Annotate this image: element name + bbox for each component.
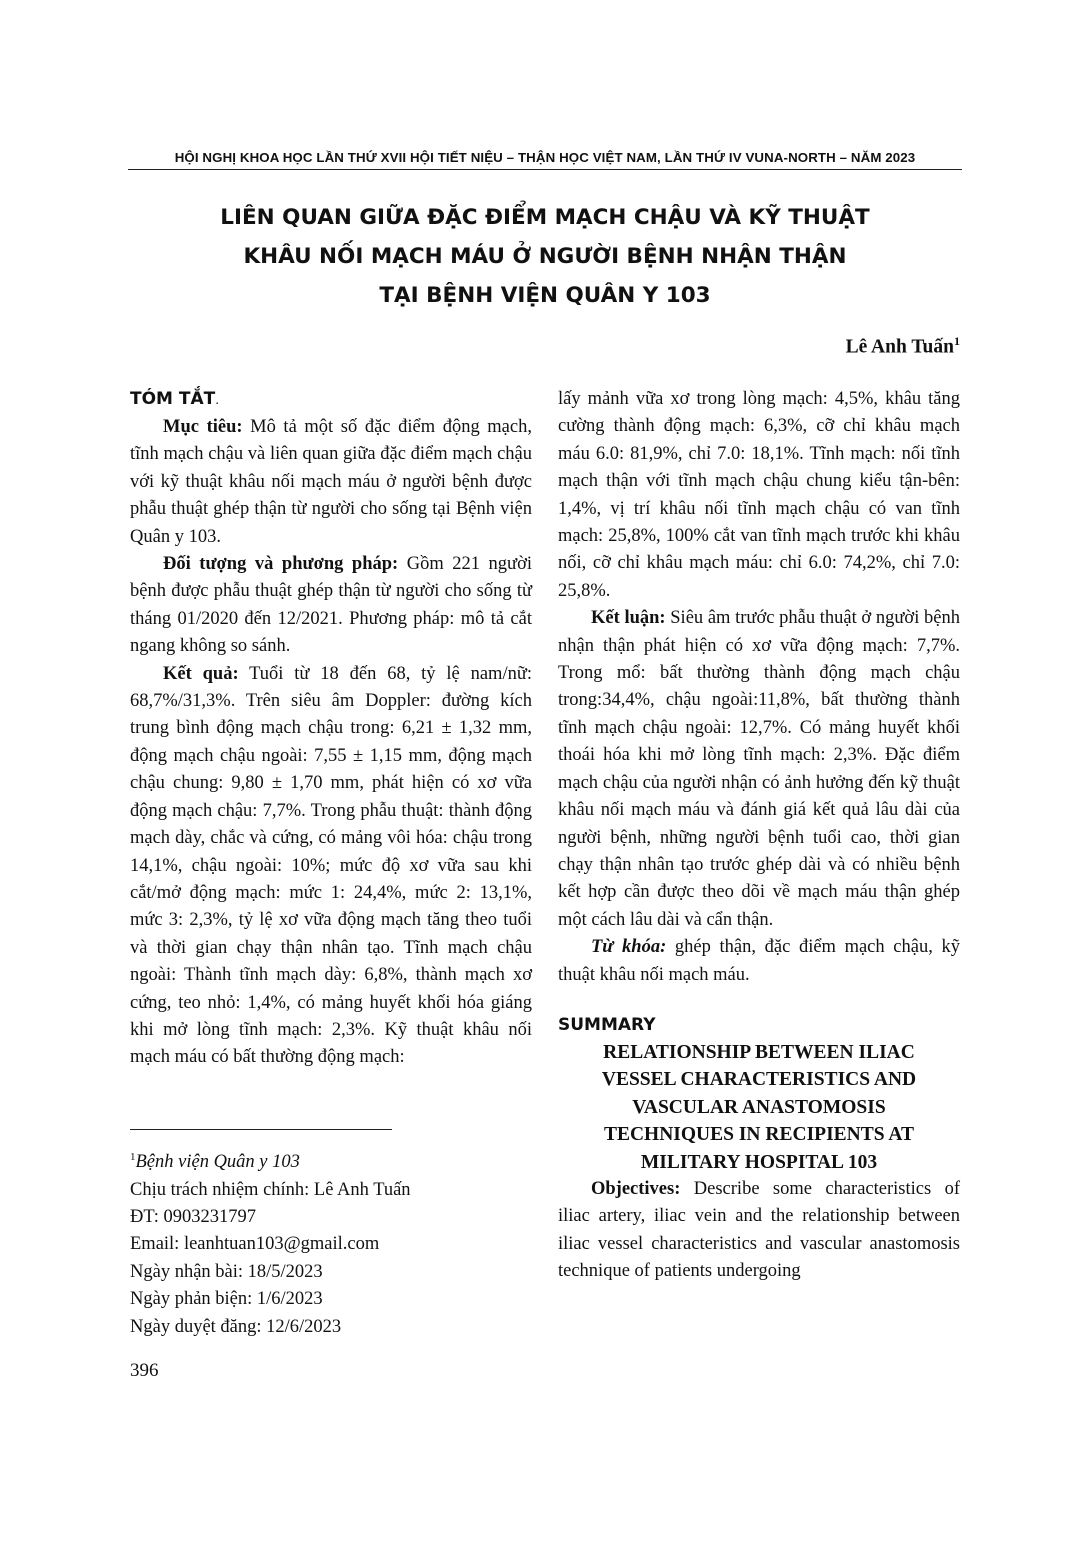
footnote-line: Ngày nhận bài: 18/5/2023 <box>130 1261 323 1282</box>
objectives-label: Mục tiêu: <box>163 417 243 437</box>
summary-title-line: MILITARY HOSPITAL 103 <box>640 1151 878 1173</box>
footnote-rule <box>130 1129 392 1130</box>
summary-objectives-paragraph <box>558 1176 960 1286</box>
right-column <box>558 386 960 1286</box>
methods-paragraph <box>130 551 532 661</box>
conclusion-label: Kết luận: <box>591 608 666 629</box>
article-title <box>130 198 960 315</box>
conclusion-paragraph <box>558 605 960 934</box>
summary-title-line: VESSEL CHARACTERISTICS AND <box>601 1069 917 1091</box>
summary-objectives-label: Objectives: <box>591 1178 681 1199</box>
keywords-paragraph <box>558 934 960 989</box>
footnote-line: Email: leanhtuan103@gmail.com <box>130 1234 380 1255</box>
footnote-affiliation-text: Bệnh viện Quân y 103 <box>135 1152 300 1173</box>
results-paragraph <box>130 661 532 1072</box>
title-line: KHÂU NỐI MẠCH MÁU Ở NGƯỜI BỆNH NHẬN THẬN <box>243 244 847 269</box>
footnote-line: Chịu trách nhiệm chính: Lê Anh Tuấn <box>130 1179 411 1200</box>
results-continued: lấy mảnh vữa xơ trong lòng mạch: 4,5%, khâu tăng cường thành động mạch: 6,3%, cỡ chỉ khâu mạch máu 6.0: 81,9%, chỉ 7.0: 18,1%. Tĩnh mạch: nối tĩnh mạch thận với tĩnh mạch chậu chung kiểu tận-bên: 1,4%, vị trí khâu nối tĩnh mạch chậu có van tĩnh mạch: 25,8%, 100% cắt van tĩnh mạch trước khi khâu nối, cỡ chỉ khâu mạch máu: chỉ 6.0: 74,2%, chỉ 7.0: 25,8%. <box>558 389 960 601</box>
methods-text: Gồm 221 người bệnh được phẫu thuật ghép thận từ người cho sống từ tháng 01/2020 đến 12/2021. Phương pháp: mô tả cắt ngang không so sánh. <box>130 554 532 657</box>
methods-label: Đối tượng và phương pháp: <box>163 554 399 575</box>
title-line: LIÊN QUAN GIỮA ĐẶC ĐIỂM MẠCH CHẬU VÀ KỸ THUẬT <box>220 205 870 230</box>
author-affiliation-mark: 1 <box>954 334 960 348</box>
conclusion-text: Siêu âm trước phẫu thuật ở người bệnh nhận thận phát hiện có xơ vữa động mạch: 7,7%. Trong mổ: bất thường thành động mạch chậu trong:34,4%, chậu ngoài:11,8%, bất thường thành tĩnh mạch chậu ngoài: 12,7%. Có mảng huyết khối thoái hóa khi mở lòng tĩnh mạch: 2,3%. Đặc điểm mạch chậu của người nhận có ảnh hưởng đến kỹ thuật khâu nối mạch máu và đánh giá kết quả lâu dài của người bệnh, những người bệnh tuổi cao, thời gian chạy thận nhân tạo trước ghép dài và có nhiều bệnh kết hợp cần được theo dõi về mạch máu thận ghép một cách lâu dài và cẩn thận. <box>558 608 960 930</box>
keywords-label: Từ khóa: <box>591 937 667 958</box>
running-header: HỘI NGHỊ KHOA HỌC LẦN THỨ XVII HỘI TIẾT NIỆU – THẬN HỌC VIỆT NAM, LẦN THỨ IV VUNA-NORTH – NĂM 2023 <box>174 150 916 165</box>
footnote-affiliation <box>130 1144 411 1177</box>
abstract-heading <box>130 386 532 414</box>
footnote-line: ĐT: 0903231797 <box>130 1206 257 1227</box>
header-rule <box>128 169 962 170</box>
author-name: Lê Anh Tuấn <box>845 336 954 358</box>
results-text: Tuổi từ 18 đến 68, tỷ lệ nam/nữ: 68,7%/31,3%. Trên siêu âm Doppler: đường kích trung bình động mạch chậu trong: 6,21 ± 1,32 mm, động mạch chậu ngoài: 7,55 ± 1,15 mm, động mạch chậu chung: 9,80 ± 1,70 mm, phát hiện có xơ vữa động mạch chậu: 7,7%. Trong phẫu thuật: thành động mạch dày, chắc và cứng, có mảng vôi hóa: chậu trong 14,1%, chậu ngoài: 10%; mức độ xơ vữa sau khi cắt/mở động mạch: mức 1: 24,4%, mức 2: 13,1%, mức 3: 2,3%, tỷ lệ xơ vữa động mạch tăng theo tuổi và thời gian chạy thận nhân tạo. Tĩnh mạch chậu ngoài: Thành tĩnh mạch dày: 6,8%, thành mạch xơ cứng, teo nhỏ: 1,4%, có mảng huyết khối hóa giáng khi mở lòng tĩnh mạch: 2,3%. Kỹ thuật khâu nối mạch máu có bất thường động mạch: <box>130 663 533 1068</box>
results-label: Kết quả: <box>163 663 239 684</box>
summary-title-line: VASCULAR ANASTOMOSIS <box>632 1096 886 1118</box>
footnote-line: Ngày duyệt đăng: 12/6/2023 <box>130 1316 342 1337</box>
footnotes <box>130 1144 411 1341</box>
left-column <box>130 386 532 1072</box>
summary-heading: SUMMARY <box>558 1014 656 1035</box>
objectives-paragraph <box>130 414 532 551</box>
summary-objectives-text: Describe some characteristics of iliac artery, iliac vein and the relationship between iliac vessel characteristics and vascular anastomosis technique of patients undergoing <box>558 1178 960 1282</box>
summary-title <box>558 1039 960 1176</box>
abstract-heading-mark: . <box>215 393 220 407</box>
page-number: 396 <box>130 1360 159 1381</box>
footnote-line: Ngày phản biện: 1/6/2023 <box>130 1289 323 1310</box>
summary-title-line: TECHNIQUES IN RECIPIENTS AT <box>603 1124 915 1146</box>
objectives-text: Mô tả một số đặc điểm động mạch, tĩnh mạch chậu và liên quan giữa đặc điểm mạch chậu với kỹ thuật khâu nối mạch máu ở người bệnh được phẫu thuật ghép thận từ người cho sống tại Bệnh viện Quân y 103. <box>130 417 532 547</box>
author <box>846 334 960 359</box>
title-line: TẠI BỆNH VIỆN QUÂN Y 103 <box>379 283 711 308</box>
abstract-heading-text: TÓM TẮT <box>130 389 216 409</box>
summary-title-line: RELATIONSHIP BETWEEN ILIAC <box>603 1041 915 1063</box>
keywords-text: ghép thận, đặc điểm mạch chậu, kỹ thuật khâu nối mạch máu. <box>558 937 960 985</box>
footnote-affiliation-mark: 1 <box>130 1151 136 1163</box>
